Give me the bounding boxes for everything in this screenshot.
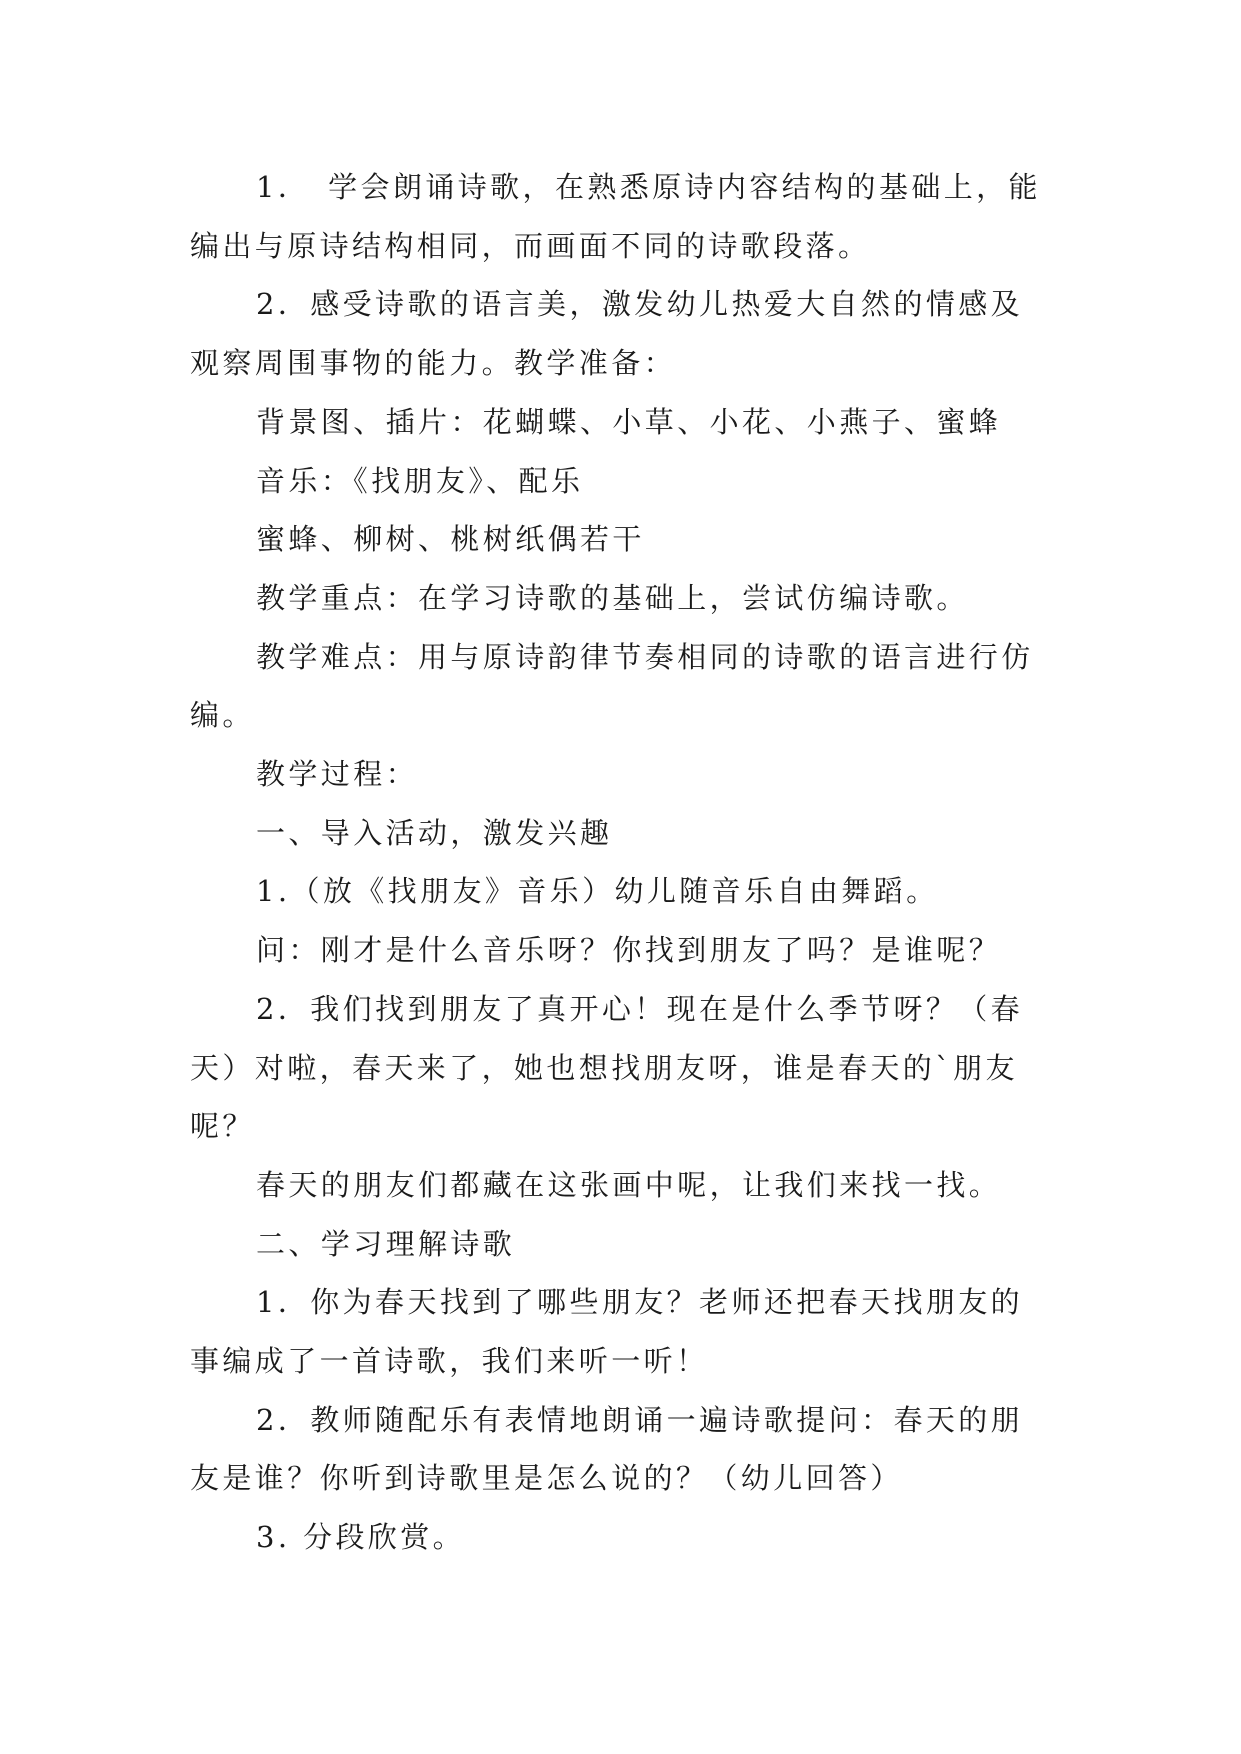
paragraph-learn-step-1: 1．你为春天找到了哪些朋友？老师还把春天找朋友的事编成了一首诗歌，我们来听一听！ bbox=[190, 1285, 1024, 1379]
section-heading-intro: 一、导入活动，激发兴趣 bbox=[256, 815, 613, 850]
paragraph-learn-step-2: 2．教师随配乐有表情地朗诵一遍诗歌提问：春天的朋友是谁？你听到诗歌里是怎么说的？（幼儿回答） bbox=[190, 1402, 1024, 1496]
paragraph-intro-question: 问：刚才是什么音乐呀？你找到朋友了吗？是谁呢？ bbox=[256, 933, 1002, 968]
paragraph-materials-puppets: 蜜蜂、柳树、桃树纸偶若干 bbox=[256, 522, 645, 557]
section-heading-learn: 二、学习理解诗歌 bbox=[256, 1226, 516, 1261]
paragraph-difficulty: 教学难点：用与原诗韵律节奏相同的诗歌的语言进行仿编。 bbox=[190, 639, 1034, 733]
paragraph-learn-step-3: 3. 分段欣赏。 bbox=[256, 1520, 466, 1555]
paragraph-objective-1: 1． 学会朗诵诗歌，在熟悉原诗内容结构的基础上，能编出与原诗结构相同，而画面不同的诗歌段落。 bbox=[190, 170, 1041, 263]
paragraph-intro-step-1: 1.（放《找朋友》音乐）幼儿随音乐自由舞蹈。 bbox=[256, 874, 939, 909]
paragraph-objective-2: 2．感受诗歌的语言美，激发幼儿热爱大自然的情感及观察周围事物的能力。教学准备： bbox=[190, 287, 1024, 381]
paragraph-process-heading: 教学过程： bbox=[256, 757, 419, 792]
paragraph-key-point: 教学重点：在学习诗歌的基础上，尝试仿编诗歌。 bbox=[256, 580, 969, 615]
document-body bbox=[190, 158, 1050, 1567]
paragraph-intro-step-2: 2．我们找到朋友了真开心！现在是什么季节呀？（春天）对啦，春天来了，她也想找朋友呀，谁是春天的`朋友呢？ bbox=[190, 991, 1024, 1144]
paragraph-intro-find: 春天的朋友们都藏在这张画中呢，让我们来找一找。 bbox=[256, 1167, 1002, 1202]
paragraph-materials-pictures: 背景图、插片：花蝴蝶、小草、小花、小燕子、蜜蜂 bbox=[256, 404, 1002, 439]
paragraph-materials-music: 音乐：《找朋友》、配乐 bbox=[256, 463, 584, 498]
